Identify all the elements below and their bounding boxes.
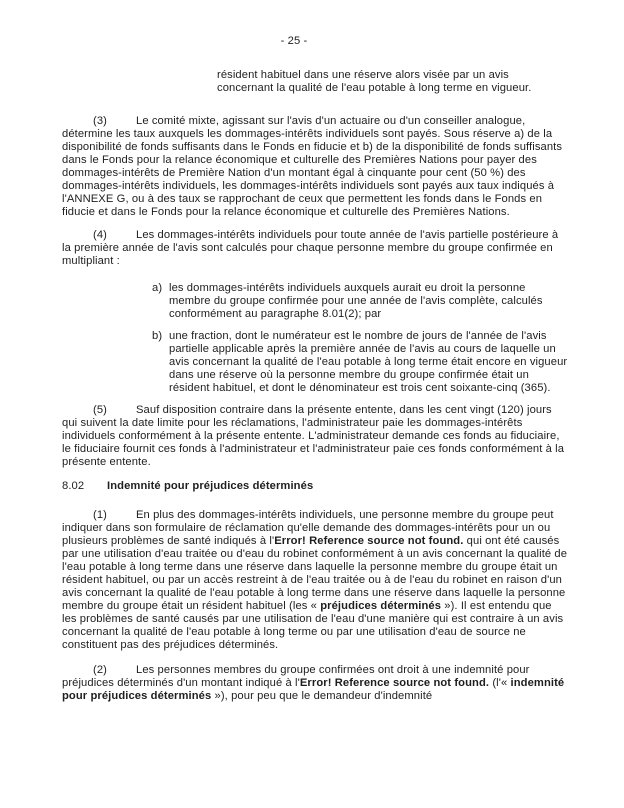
paragraph-4 bbox=[62, 229, 568, 268]
list-item-a bbox=[62, 282, 568, 321]
section-8-02-number: 8.02 bbox=[62, 480, 85, 492]
paragraph-8-02-1 bbox=[62, 509, 568, 652]
list-item-b-text: une fraction, dont le numérateur est le nombre de jours de l'année de l'avis partielle applicable après la première année de l'avis au cours de laquelle un avis concernant la qualité de l'eau potable à long terme était encore en vigueur dans une réserve où la personne membre du groupe confirmée était un résident habituel, et dont le dénominateur est trois cent soixante-cinq (365). bbox=[169, 330, 568, 394]
paragraph-5-text: Sauf disposition contraire dans la présente entente, dans les cent vingt (120) jours qui suivent la date limite pour les réclamations, l'administrateur paie les dommages-intérêts individuels conformément à la présente entente. L'administrateur demande ces fonds au fiduciaire, le fiduciaire fournit ces fonds à l'administrateur et l'administrateur paie ces fonds conformément à la présente entente. bbox=[62, 404, 565, 468]
paragraph-8-02-1-marker: (1) bbox=[93, 509, 107, 521]
paragraph-4-marker: (4) bbox=[93, 229, 107, 241]
paragraph-8-02-1-seg-4: »). Il est entendu que les problèmes de santé causés par une utilisation de l'eau d'une manière qui est contraire à un avis concernant la qualité de l'eau potable à long terme ou par une utilisation d'eau de source ne constituent pas des préjudices déterminés. bbox=[62, 600, 564, 651]
paragraph-8-02-2-seg-4: »), pour peu que le demandeur d'indemnité bbox=[211, 690, 433, 702]
paragraph-8-02-2 bbox=[62, 664, 568, 703]
list-item-a-marker: a) bbox=[152, 282, 163, 294]
error-reference-field: Error! Reference source not found. bbox=[274, 535, 464, 547]
section-8-02-heading bbox=[62, 480, 568, 493]
list-item-b-marker: b) bbox=[152, 330, 163, 342]
list-item-a-text: les dommages-intérêts individuels auxquels aurait eu droit la personne membre du groupe confirmée pour une année de l'avis complète, calculés conformément au paragraphe 8.01(2); par bbox=[169, 282, 543, 320]
paragraph-8-02-1-seg-0: En plus des dommages-intérêts individuels, une personne membre du groupe peut indiquer dans son formulaire de réclamation qu'elle demande des dommages-intérêts pour un ou plusieurs problèmes de santé indiqués à l' bbox=[62, 509, 554, 547]
page-number: - 25 - bbox=[280, 35, 308, 47]
defined-term-indemnite-prejudices-determines: indemnité pour préjudices déterminés bbox=[62, 677, 565, 702]
paragraph-4-text: Les dommages-intérêts individuels pour toute année de l'avis partielle postérieure à la première année de l'avis sont calculés pour chaque personne membre du groupe confirmée en multipliant : bbox=[62, 229, 559, 267]
section-8-02-title: Indemnité pour préjudices déterminés bbox=[107, 480, 314, 492]
list-item-b bbox=[62, 330, 568, 395]
paragraph-3 bbox=[62, 115, 568, 219]
paragraph-8-02-1-seg-2: qui ont été causés par une utilisation d'eau traitée ou d'eau du robinet conformément à un avis concernant la qualité de l'eau potable à long terme dans une réserve dans laquelle la personne membre du groupe était un résident habituel, ou par un accès restreint à de l'eau traitée ou à de l'eau du robinet en raison d'un avis concernant la qualité de l'eau potable à long terme dans une réserve dans laquelle la personne membre du groupe était un résident habituel (les « bbox=[62, 535, 568, 612]
error-reference-field-2: Error! Reference source not found. bbox=[299, 677, 490, 689]
paragraph-8-02-2-seg-0: Les personnes membres du groupe confirmées ont droit à une indemnité pour préjudices déterminés d'un montant indiqué à l' bbox=[62, 664, 530, 689]
paragraph-3-text: Le comité mixte, agissant sur l'avis d'un actuaire ou d'un conseiller analogue, détermine les taux auxquels les dommages-intérêts individuels sont payés. Sous réserve a) de la disponibilité de fonds suffisants dans le Fonds en fiducie et b) de la disponibilité de fonds suffisants dans le Fonds pour la relance économique et culturelle des Premières Nations pour payer des dommages-intérêts de Première Nation d'un montant égal à cinquante pour cent (50 %) des dommages-intérêts individuels, les dommages-intérêts individuels sont payés aux taux indiqués à l'ANNEXE G, ou à des taux se rapprochant de ceux que permettent les fonds dans le Fonds en fiducie et dans le Fonds pour la relance économique et culturelle des Premières Nations. bbox=[62, 115, 563, 218]
paragraph-8-02-2-marker: (2) bbox=[93, 664, 107, 676]
paragraph-5-marker: (5) bbox=[93, 404, 107, 416]
paragraph-3-marker: (3) bbox=[93, 115, 107, 127]
paragraph-8-02-2-seg-2: (l'« bbox=[489, 677, 511, 689]
paragraph-5 bbox=[62, 404, 568, 469]
clause-continuation-text: résident habituel dans une réserve alors visée par un avis concernant la qualité de l'eau potable à long terme en vigueur. bbox=[217, 69, 532, 94]
defined-term-prejudices-determines: préjudices déterminés bbox=[320, 600, 442, 612]
